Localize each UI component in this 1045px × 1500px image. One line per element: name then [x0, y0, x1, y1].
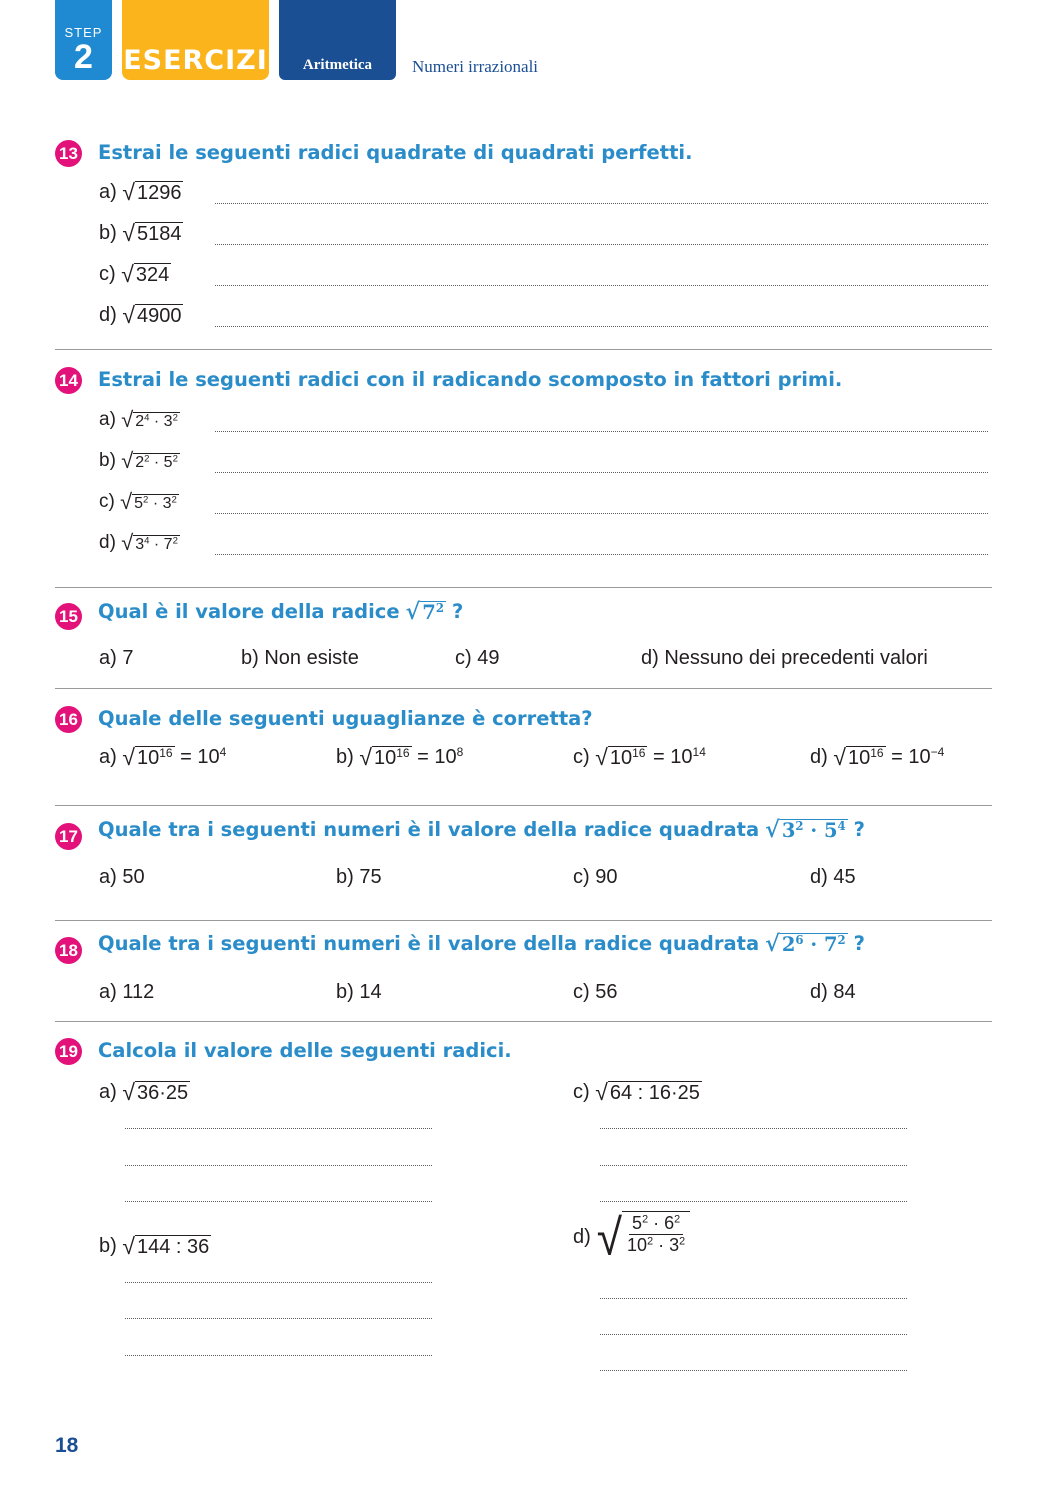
exercise-19-question: Calcola il valore delle seguenti radici. — [98, 1039, 512, 1062]
divider — [55, 805, 992, 806]
ex15-option-b[interactable]: b) Non esiste — [241, 647, 359, 669]
ex18-option-d[interactable]: d) 84 — [810, 981, 856, 1003]
step-label: STEP — [64, 25, 103, 40]
section-title: ESERCIZI — [123, 45, 268, 76]
answer-line[interactable] — [600, 1370, 907, 1371]
answer-line[interactable] — [215, 431, 988, 432]
ex19-item-d: d) √ $\frac{5^2 \cdot 6^2}{10^2 \cdot 3^2}$ — [573, 1211, 690, 1263]
exercise-14-question: Estrai le seguenti radici con il radicando scomposto in fattori primi. — [98, 368, 843, 391]
divider — [55, 349, 992, 350]
exercise-number-16: 16 — [55, 706, 82, 733]
divider — [55, 1021, 992, 1022]
divider — [55, 688, 992, 689]
ex13-item-a: a) √ 1296 — [99, 179, 182, 205]
radical: √ 324 — [121, 261, 170, 287]
exercise-17-question: Quale tra i seguenti numeri è il valore della radice quadrata √ $3^2 \cdot 5^4$ ? — [98, 816, 865, 843]
radical: √ $2^2 \cdot 5^2$ — [121, 448, 178, 474]
answer-line[interactable] — [215, 554, 988, 555]
ex16-option-d[interactable]: d) √ $10^{16}$ = $10^{-4}$ — [810, 744, 945, 770]
radical: √ $5^2 \cdot 3^2$ — [120, 489, 177, 515]
answer-line[interactable] — [125, 1355, 432, 1356]
answer-line[interactable] — [125, 1165, 432, 1166]
page-number: 18 — [55, 1434, 79, 1457]
answer-line[interactable] — [215, 244, 988, 245]
radical: √ $10^{16}$ — [595, 744, 646, 770]
ex18-option-a[interactable]: a) 112 — [99, 981, 155, 1003]
radical: √ $3^2 \cdot 5^4$ — [765, 816, 846, 843]
radical: √ $3^4 \cdot 7^2$ — [121, 530, 178, 556]
radical: √ 1296 — [122, 179, 182, 205]
exercise-number-18: 18 — [55, 937, 82, 964]
ex14-item-a: a) √ $2^4 \cdot 3^2$ — [99, 407, 178, 433]
ex19-item-a: a) √ 36·25 — [99, 1079, 189, 1105]
exercise-number-15: 15 — [55, 603, 82, 630]
answer-line[interactable] — [125, 1201, 432, 1202]
answer-line[interactable] — [600, 1298, 907, 1299]
radical: √ $2^6 \cdot 7^2$ — [765, 930, 846, 957]
section-badge — [122, 0, 269, 80]
subject-badge — [279, 0, 396, 80]
exercise-18-question: Quale tra i seguenti numeri è il valore della radice quadrata √ $2^6 \cdot 7^2$ ? — [98, 930, 865, 957]
ex15-option-c[interactable]: c) 49 — [455, 647, 500, 669]
ex16-option-a[interactable]: a) √ $10^{16}$ = $10^4$ — [99, 744, 227, 770]
answer-line[interactable] — [215, 203, 988, 204]
subject-title: Aritmetica — [302, 57, 373, 73]
ex17-option-b[interactable]: b) 75 — [336, 866, 382, 888]
step-number: 2 — [74, 38, 93, 76]
ex14-item-d: d) √ $3^4 \cdot 7^2$ — [99, 530, 178, 556]
exercise-number-19: 19 — [55, 1038, 82, 1065]
radical: √ 4900 — [122, 302, 182, 328]
radical: √ 5184 — [122, 220, 182, 246]
exercise-number-17: 17 — [55, 823, 82, 850]
ex13-item-b: b) √ 5184 — [99, 220, 182, 246]
ex15-option-a[interactable]: a) 7 — [99, 647, 134, 669]
exercise-number-14: 14 — [55, 367, 82, 394]
exercise-15-question: Qual è il valore della radice √ $7^2$ ? — [98, 598, 464, 625]
radical: √ $7^2$ — [405, 598, 444, 625]
answer-line[interactable] — [215, 285, 988, 286]
answer-line[interactable] — [600, 1334, 907, 1335]
fraction: $\frac{5^2 \cdot 6^2}{10^2 \cdot 3^2}$ — [627, 1213, 686, 1255]
ex18-option-c[interactable]: c) 56 — [573, 981, 618, 1003]
ex19-item-b: b) √ 144 : 36 — [99, 1233, 210, 1259]
ex17-option-d[interactable]: d) 45 — [810, 866, 856, 888]
answer-line[interactable] — [600, 1128, 907, 1129]
answer-line[interactable] — [600, 1165, 907, 1166]
exercise-13-question: Estrai le seguenti radici quadrate di quadrati perfetti. — [98, 141, 693, 164]
ex14-item-c: c) √ $5^2 \cdot 3^2$ — [99, 489, 177, 515]
exercise-number-13: 13 — [55, 140, 82, 167]
exercise-16-question: Quale delle seguenti uguaglianze è corretta? — [98, 707, 593, 730]
answer-line[interactable] — [215, 513, 988, 514]
answer-line[interactable] — [600, 1201, 907, 1202]
step-badge — [55, 0, 112, 80]
radical: √ 36·25 — [122, 1079, 189, 1105]
answer-line[interactable] — [215, 326, 988, 327]
ex17-option-c[interactable]: c) 90 — [573, 866, 618, 888]
radical: √ $10^{16}$ — [833, 744, 884, 770]
radical: √ $2^4 \cdot 3^2$ — [121, 407, 178, 433]
radical: √ $10^{16}$ — [122, 744, 173, 770]
ex13-item-d: d) √ 4900 — [99, 302, 182, 328]
ex18-option-b[interactable]: b) 14 — [336, 981, 382, 1003]
answer-line[interactable] — [125, 1318, 432, 1319]
ex19-item-c: c) √ 64 : 16·25 — [573, 1079, 700, 1105]
ex16-option-b[interactable]: b) √ $10^{16}$ = $10^8$ — [336, 744, 464, 770]
radical: √ 64 : 16·25 — [595, 1079, 700, 1105]
ex15-option-d[interactable]: d) Nessuno dei precedenti valori — [641, 647, 928, 669]
divider — [55, 587, 992, 588]
ex16-option-c[interactable]: c) √ $10^{16}$ = $10^{14}$ — [573, 744, 706, 770]
ex13-item-c: c) √ 324 — [99, 261, 170, 287]
radical: √ $10^{16}$ — [359, 744, 410, 770]
radical: √ $\frac{5^2 \cdot 6^2}{10^2 \cdot 3^2}$ — [597, 1211, 690, 1263]
divider — [55, 920, 992, 921]
ex17-option-a[interactable]: a) 50 — [99, 866, 145, 888]
answer-line[interactable] — [215, 472, 988, 473]
ex14-item-b: b) √ $2^2 \cdot 5^2$ — [99, 448, 178, 474]
topic-title: Numeri irrazionali — [412, 57, 539, 76]
radical: √ 144 : 36 — [122, 1233, 210, 1259]
answer-line[interactable] — [125, 1282, 432, 1283]
answer-line[interactable] — [125, 1128, 432, 1129]
